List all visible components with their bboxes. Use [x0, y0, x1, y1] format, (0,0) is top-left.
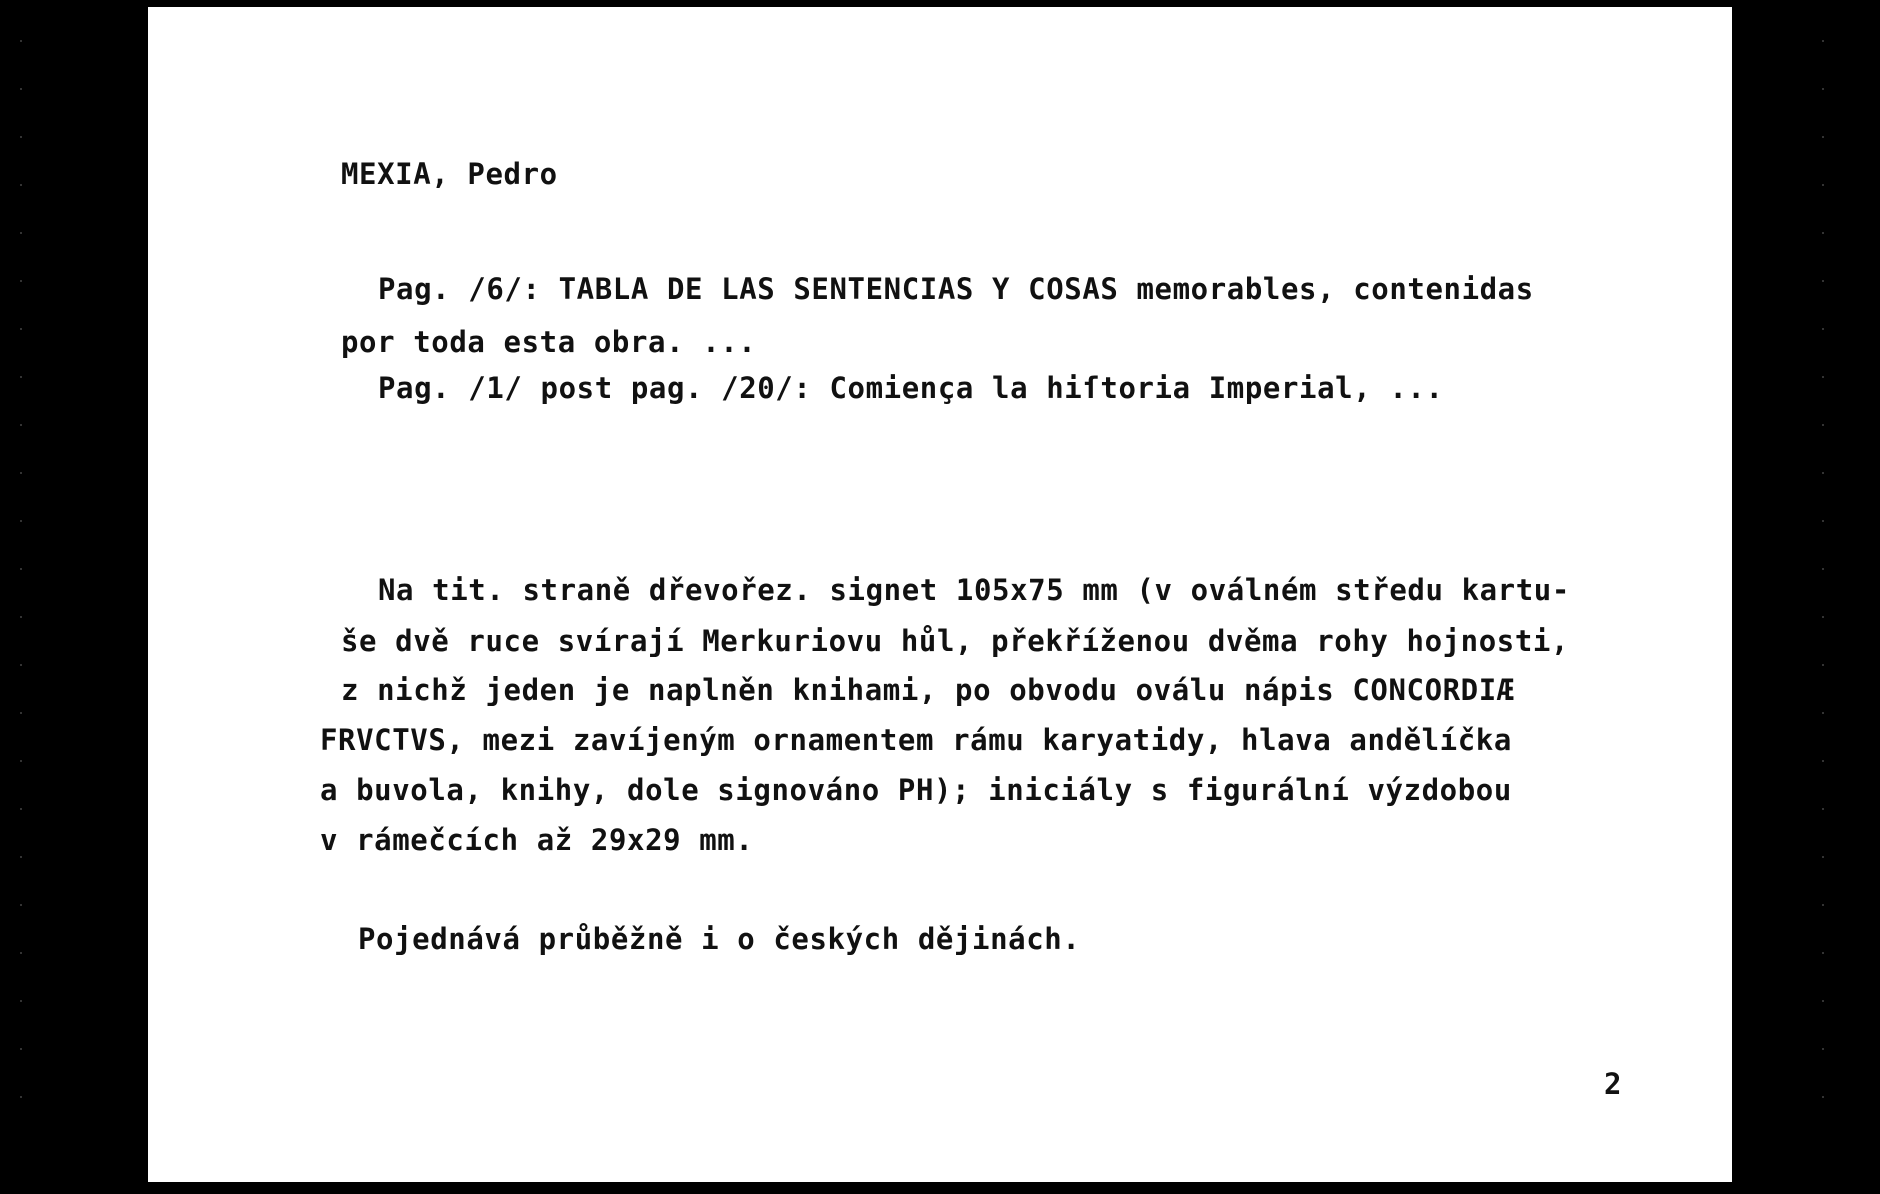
- contents-line: por toda esta obra. ...: [341, 325, 757, 359]
- contents-line: Pag. /6/: TABLA DE LAS SENTENCIAS Y COSAS memorables, contenidas: [378, 272, 1534, 306]
- contents-line: Pag. /1/ post pag. /20/: Comiença la hiſtoria Imperial, ...: [378, 371, 1444, 405]
- description-line: v rámečcích až 29x29 mm.: [320, 823, 754, 857]
- description-line: FRVCTVS, mezi zavíjeným ornamentem rámu karyatidy, hlava andělíčka: [320, 723, 1512, 757]
- description-line: Na tit. straně dřevořez. signet 105x75 mm (v oválném středu kartu-: [378, 573, 1570, 607]
- card-heading: MEXIA, Pedro: [341, 157, 558, 191]
- description-line: še dvě ruce svírají Merkuriovu hůl, překříženou dvěma rohy hojnosti,: [341, 624, 1570, 658]
- scan-edge-marks-right: [1822, 40, 1824, 1140]
- page-number: 2: [1604, 1067, 1623, 1101]
- description-line: a buvola, knihy, dole signováno PH); iniciály s figurální výzdobou: [320, 773, 1512, 807]
- scan-edge-marks-left: [20, 40, 22, 1140]
- note-line: Pojednává průběžně i o českých dějinách.: [358, 922, 1081, 956]
- description-line: z nichž jeden je naplněn knihami, po obvodu oválu nápis CONCORDIÆ: [341, 673, 1515, 707]
- catalog-card: [148, 7, 1732, 1182]
